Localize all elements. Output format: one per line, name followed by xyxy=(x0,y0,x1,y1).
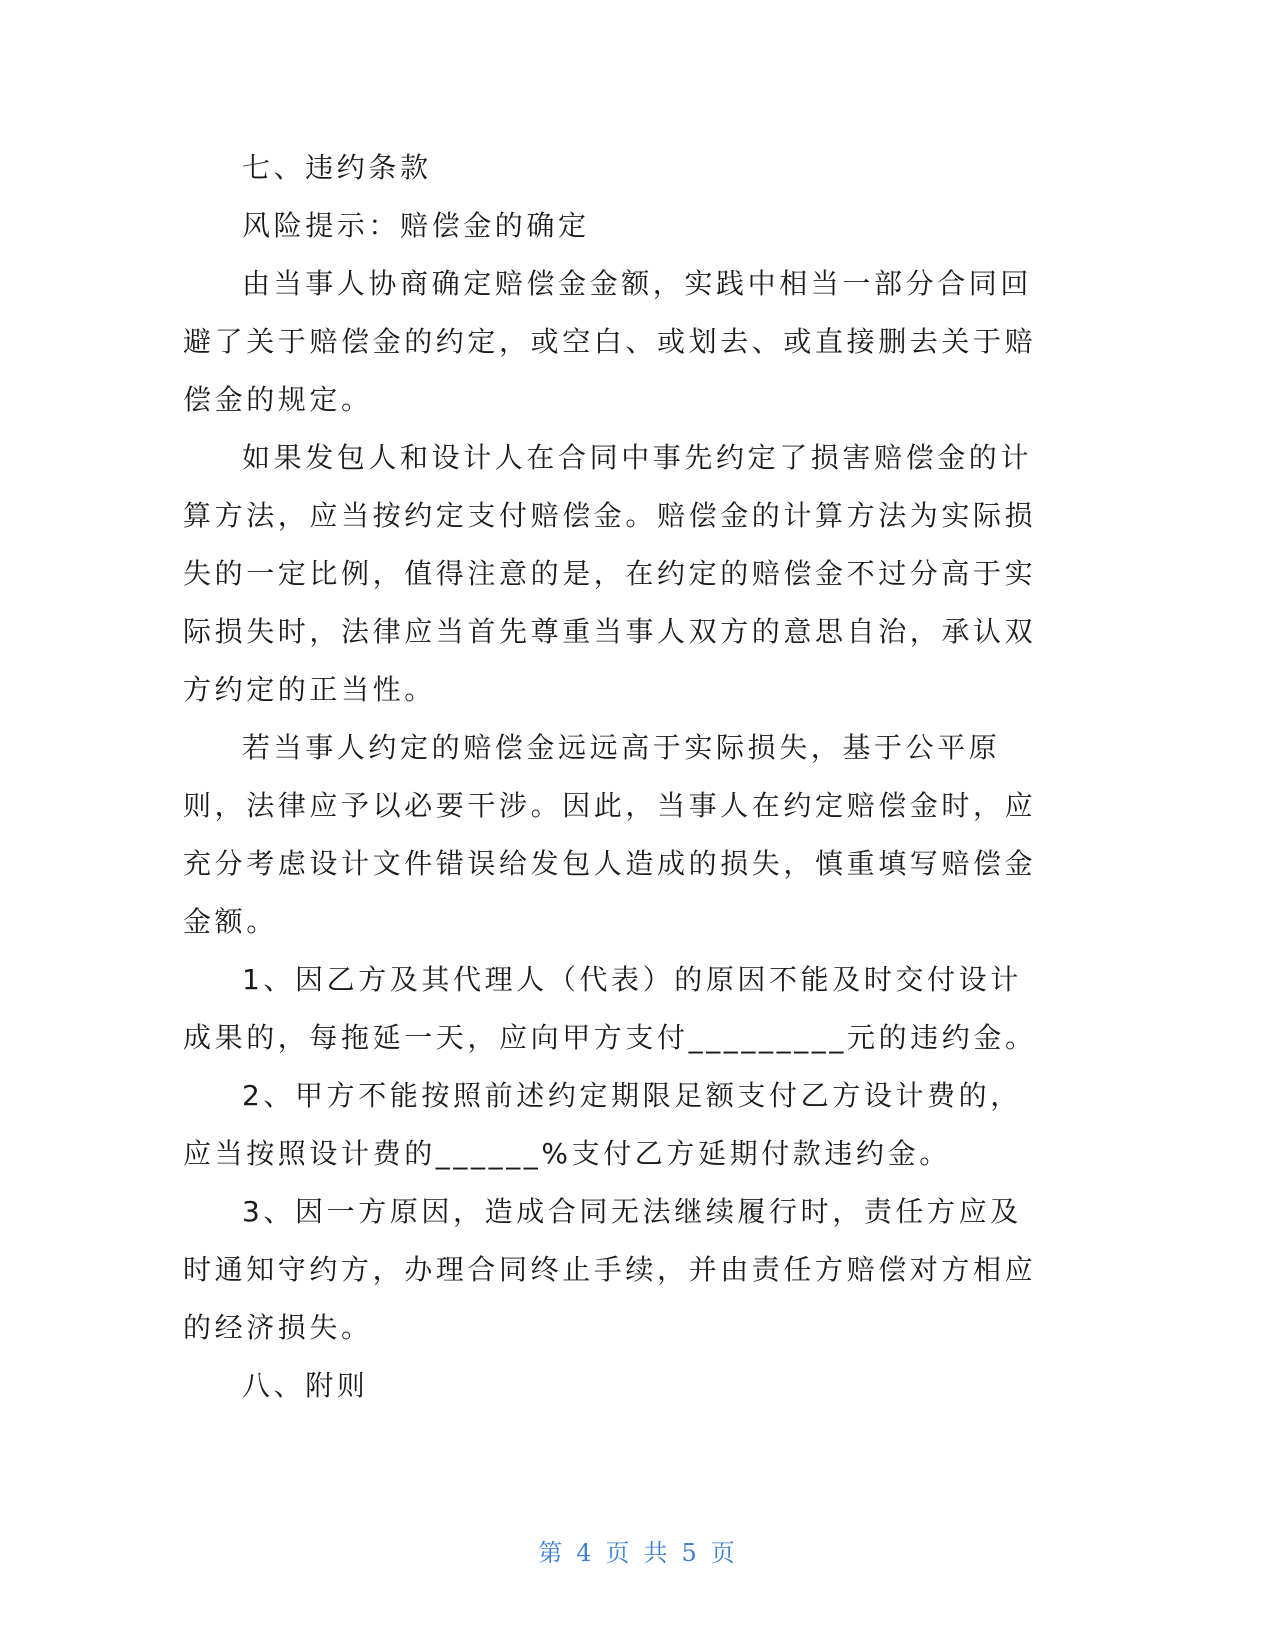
footer-label-gong: 共 xyxy=(643,1539,670,1567)
document-body xyxy=(183,139,1043,1415)
footer-page-total: 5 xyxy=(681,1539,699,1567)
paragraph-fairness: 若当事人约定的赔偿金远远高于实际损失，基于公平原则，法律应予以必要干涉。因此，当事人在约定赔偿金时，应充分考虑设计文件错误给发包人造成的损失，慎重填写赔偿金金额。 xyxy=(183,731,1037,938)
page-footer xyxy=(0,1533,1275,1568)
clause-1: 1、因乙方及其代理人（代表）的原因不能及时交付设计成果的，每拖延一天，应向甲方支付_________元的违约金。 xyxy=(183,963,1037,1054)
footer-label-ye2: 页 xyxy=(710,1539,737,1567)
section-heading-appendix: 八、附则 xyxy=(242,1369,369,1402)
paragraph-calculation: 如果发包人和设计人在合同中事先约定了损害赔偿金的计算方法，应当按约定支付赔偿金。赔偿金的计算方法为实际损失的一定比例，值得注意的是，在约定的赔偿金不过分高于实际损失时，法律应当首先尊重当事人双方的意思自治，承认双方约定的正当性。 xyxy=(183,441,1037,706)
footer-label-di: 第 xyxy=(538,1539,565,1567)
footer-label-ye: 页 xyxy=(605,1539,632,1567)
section-heading-breach: 七、违约条款 xyxy=(242,151,432,184)
paragraph-negotiation: 由当事人协商确定赔偿金金额，实践中相当一部分合同回避了关于赔偿金的约定，或空白、或划去、或直接删去关于赔偿金的规定。 xyxy=(183,267,1037,416)
risk-tip-heading: 风险提示：赔偿金的确定 xyxy=(242,209,590,242)
clause-3: 3、因一方原因，造成合同无法继续履行时，责任方应及时通知守约方，办理合同终止手续，并由责任方赔偿对方相应的经济损失。 xyxy=(183,1195,1037,1344)
clause-2: 2、甲方不能按照前述约定期限足额支付乙方设计费的，应当按照设计费的______%支付乙方延期付款违约金。 xyxy=(183,1079,1022,1170)
footer-page-current: 4 xyxy=(576,1539,594,1567)
